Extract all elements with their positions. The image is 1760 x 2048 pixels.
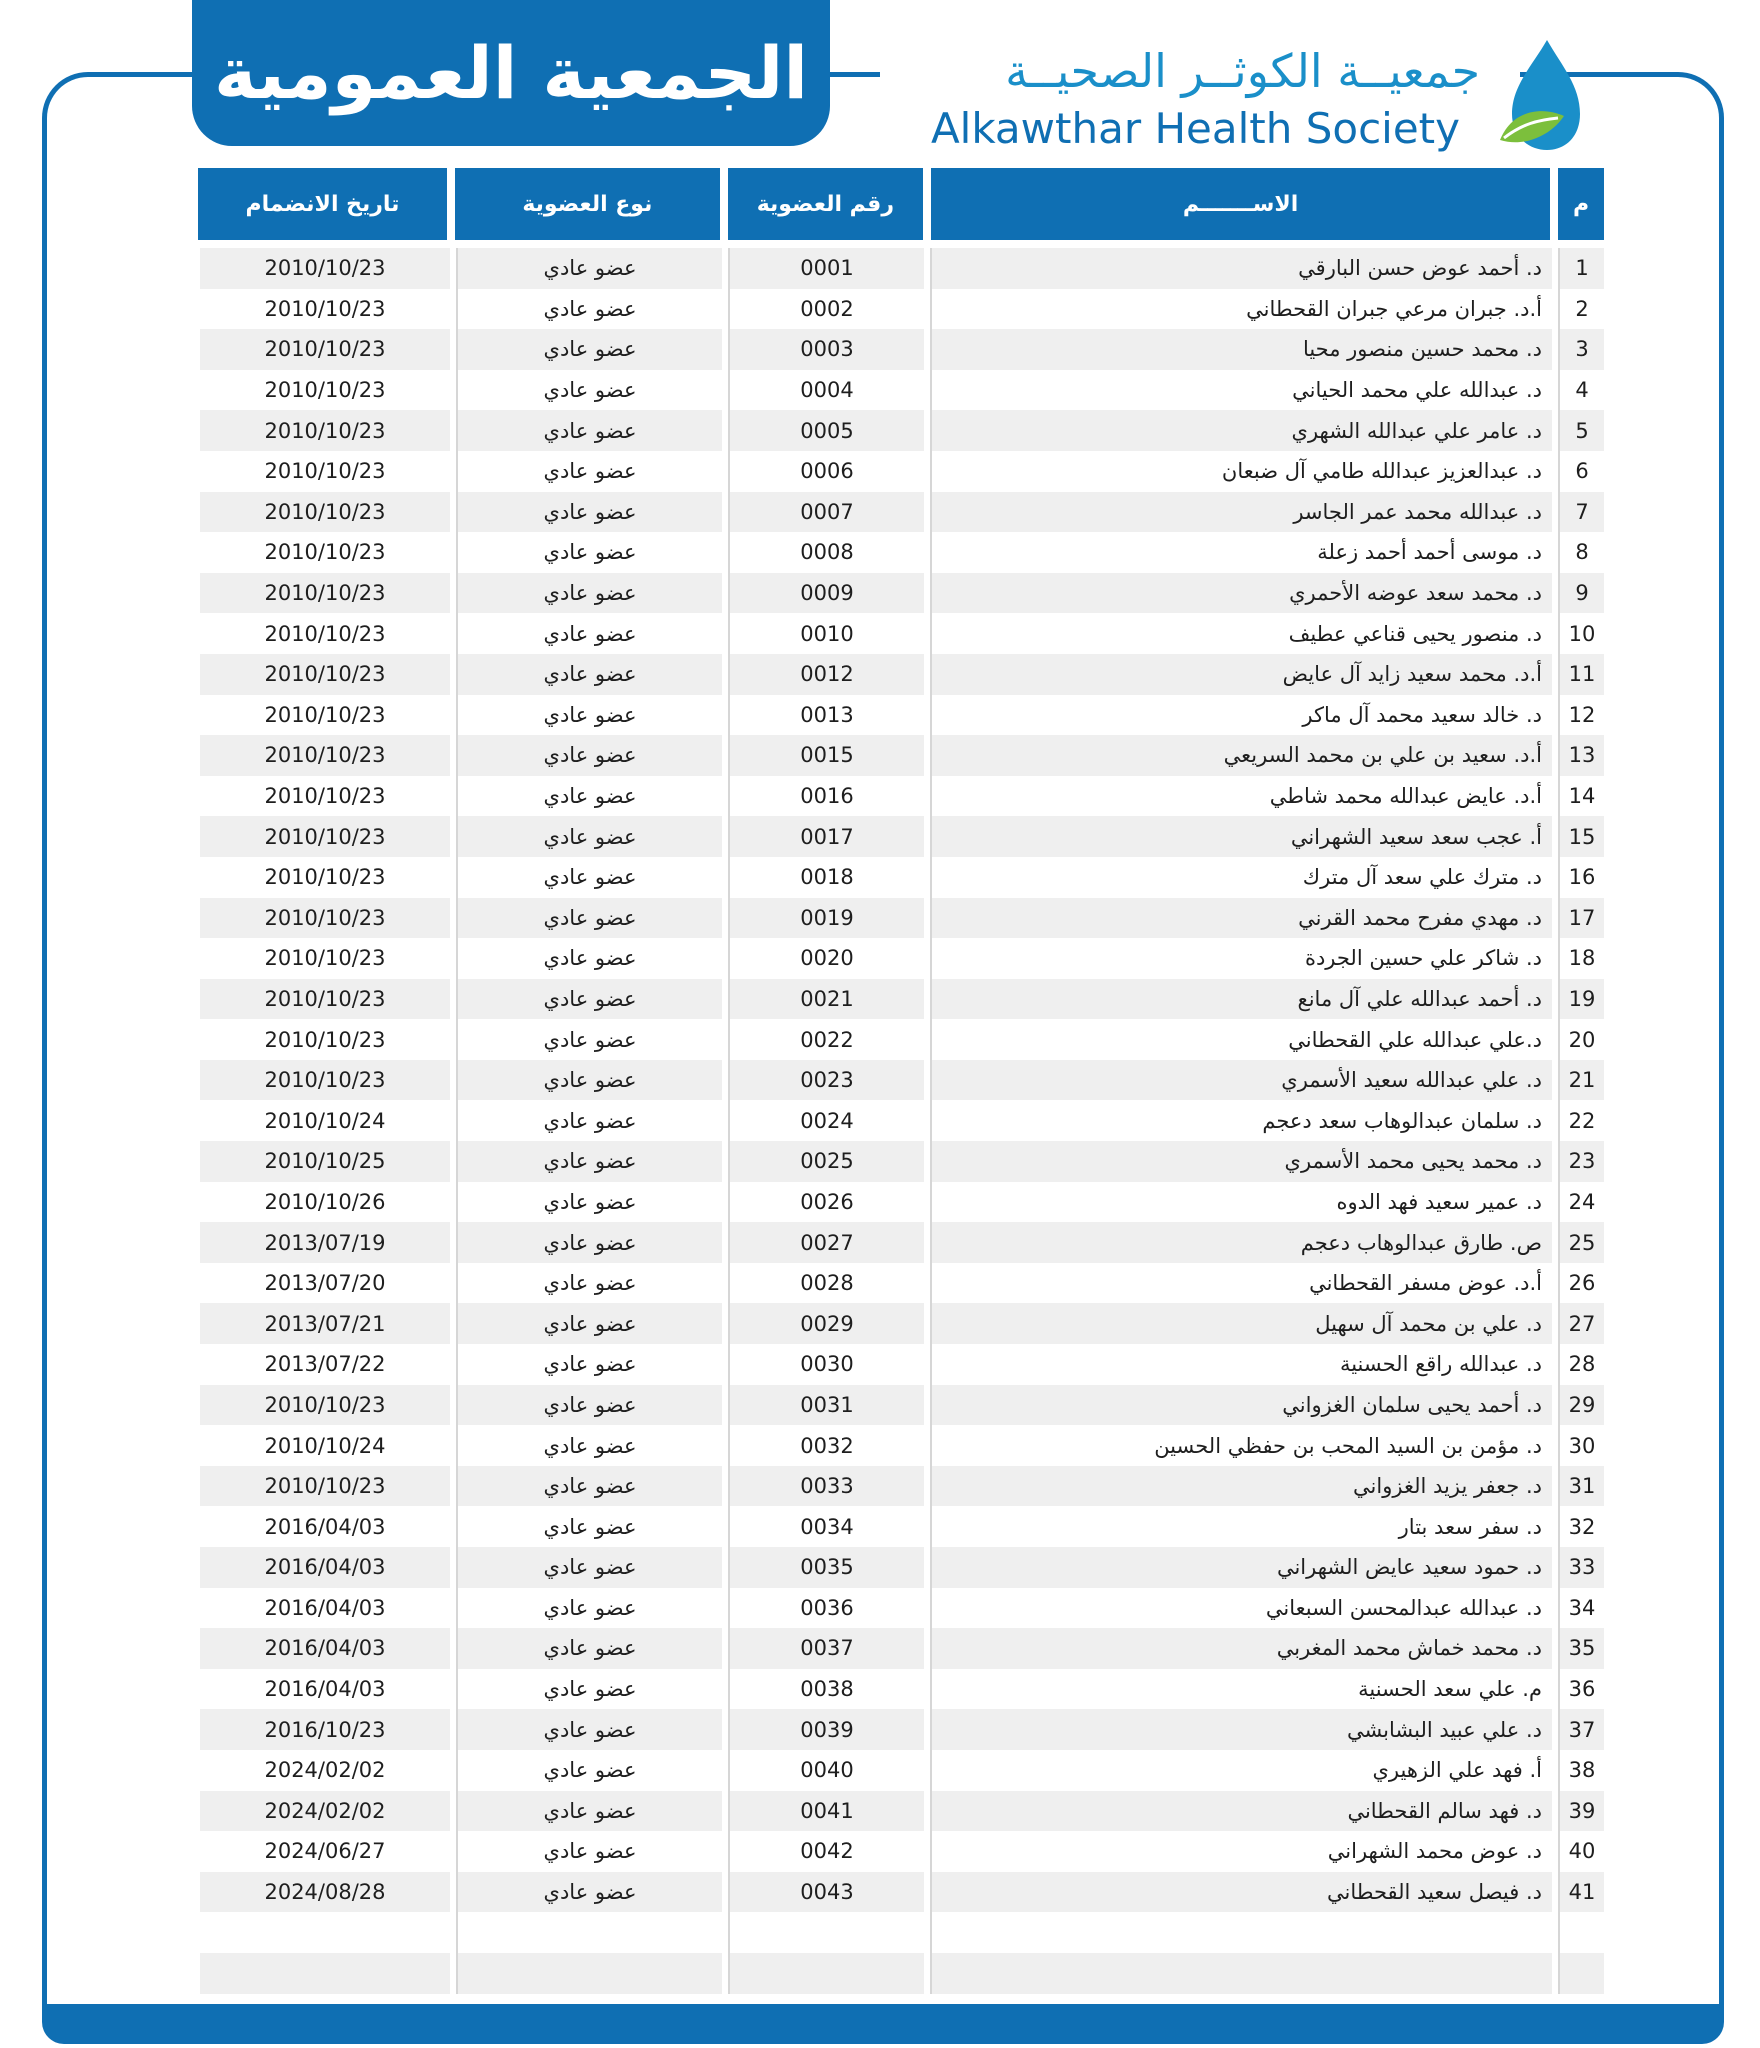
cell-join-date: 2010/10/23 [200,248,450,289]
cell-join-date: 2010/10/23 [200,573,450,614]
cell-name: د. عوض محمد الشهراني [930,1831,1552,1872]
cell-member-type: عضو عادي [456,1222,722,1263]
table-row [198,1791,1604,1832]
cell-num: 2 [1558,289,1604,330]
header-num: م [1558,168,1604,240]
cell-name: أ. عجب سعد سعيد الشهراني [930,816,1552,857]
header-member-id: رقم العضوية [728,168,923,240]
cell-join-date [200,1912,450,1953]
cell-member-type: عضو عادي [456,1506,722,1547]
cell-member-id: 0012 [728,654,924,695]
cell-member-type: عضو عادي [456,1019,722,1060]
table-row [198,410,1604,451]
cell-member-type: عضو عادي [456,492,722,533]
cell-member-type: عضو عادي [456,573,722,614]
cell-num: 40 [1558,1831,1604,1872]
cell-member-type: عضو عادي [456,1872,722,1913]
cell-member-type [456,1912,722,1953]
cell-member-type: عضو عادي [456,1791,722,1832]
cell-member-id: 0023 [728,1060,924,1101]
cell-member-id: 0025 [728,1141,924,1182]
table-row [198,1953,1604,1994]
cell-name: د. سفر سعد بتار [930,1506,1552,1547]
table-row [198,1588,1604,1629]
cell-member-id: 0030 [728,1344,924,1385]
table-row [198,1669,1604,1710]
cell-num: 19 [1558,979,1604,1020]
cell-num: 26 [1558,1263,1604,1304]
cell-join-date: 2010/10/23 [200,816,450,857]
cell-name: د. سلمان عبدالوهاب سعد دعجم [930,1100,1552,1141]
cell-num: 39 [1558,1791,1604,1832]
cell-member-type: عضو عادي [456,1669,722,1710]
cell-member-id: 0027 [728,1222,924,1263]
cell-member-type: عضو عادي [456,1466,722,1507]
cell-num [1558,1912,1604,1953]
cell-member-type: عضو عادي [456,1344,722,1385]
table-row [198,1466,1604,1507]
cell-num: 31 [1558,1466,1604,1507]
cell-num: 22 [1558,1100,1604,1141]
cell-num: 5 [1558,410,1604,451]
table-row [198,492,1604,533]
cell-name: د. أحمد عوض حسن البارقي [930,248,1552,289]
org-name-english: Alkawthar Health Society [930,104,1460,153]
cell-name: د. فهد سالم القحطاني [930,1791,1552,1832]
cell-member-id: 0021 [728,979,924,1020]
cell-join-date: 2010/10/23 [200,857,450,898]
cell-member-id: 0004 [728,370,924,411]
cell-num: 7 [1558,492,1604,533]
cell-join-date: 2013/07/22 [200,1344,450,1385]
table-row [198,654,1604,695]
cell-num: 20 [1558,1019,1604,1060]
cell-join-date: 2010/10/26 [200,1182,450,1223]
cell-join-date: 2016/10/23 [200,1709,450,1750]
cell-member-type [456,1953,722,1994]
cell-num: 4 [1558,370,1604,411]
cell-join-date: 2010/10/23 [200,979,450,1020]
table-row [198,573,1604,614]
cell-member-id: 0036 [728,1588,924,1629]
cell-name: أ.د. عوض مسفر القحطاني [930,1263,1552,1304]
cell-member-type: عضو عادي [456,1060,722,1101]
cell-join-date: 2010/10/24 [200,1100,450,1141]
cell-member-type: عضو عادي [456,695,722,736]
cell-join-date: 2010/10/23 [200,451,450,492]
cell-join-date: 2024/02/02 [200,1750,450,1791]
cell-name: د. عبدالعزيز عبدالله طامي آل ضبعان [930,451,1552,492]
cell-member-type: عضو عادي [456,1425,722,1466]
cell-member-type: عضو عادي [456,1303,722,1344]
table-row [198,979,1604,1020]
cell-join-date: 2010/10/23 [200,492,450,533]
cell-member-type: عضو عادي [456,532,722,573]
cell-member-type: عضو عادي [456,1385,722,1426]
cell-num: 6 [1558,451,1604,492]
cell-member-id: 0019 [728,898,924,939]
table-row [198,857,1604,898]
cell-member-id: 0013 [728,695,924,736]
cell-name: ص. طارق عبدالوهاب دعجم [930,1222,1552,1263]
cell-member-id: 0003 [728,329,924,370]
cell-name: د. عمير سعيد فهد الدوه [930,1182,1552,1223]
cell-member-id: 0043 [728,1872,924,1913]
cell-member-id [728,1953,924,1994]
water-drop-leaf-icon [1492,36,1582,156]
cell-join-date: 2010/10/25 [200,1141,450,1182]
cell-name: د. موسى أحمد أحمد زعلة [930,532,1552,573]
table-row [198,1100,1604,1141]
cell-join-date: 2010/10/23 [200,654,450,695]
cell-member-id: 0039 [728,1709,924,1750]
cell-num: 27 [1558,1303,1604,1344]
cell-member-id: 0018 [728,857,924,898]
cell-join-date: 2010/10/23 [200,329,450,370]
cell-name: د. محمد خماش محمد المغربي [930,1628,1552,1669]
cell-member-id: 0016 [728,776,924,817]
table-row [198,1060,1604,1101]
cell-member-type: عضو عادي [456,1100,722,1141]
cell-num: 3 [1558,329,1604,370]
cell-member-type: عضو عادي [456,410,722,451]
cell-num: 21 [1558,1060,1604,1101]
cell-member-id: 0005 [728,410,924,451]
cell-member-type: عضو عادي [456,1141,722,1182]
cell-name: د.علي عبدالله علي القحطاني [930,1019,1552,1060]
table-row [198,1141,1604,1182]
table-row [198,1385,1604,1426]
cell-member-id: 0029 [728,1303,924,1344]
cell-member-id: 0024 [728,1100,924,1141]
cell-name: د. خالد سعيد محمد آل ماكر [930,695,1552,736]
cell-name: د. مهدي مفرح محمد القرني [930,898,1552,939]
cell-num: 28 [1558,1344,1604,1385]
cell-member-type: عضو عادي [456,248,722,289]
cell-member-id: 0033 [728,1466,924,1507]
cell-member-type: عضو عادي [456,898,722,939]
cell-member-id: 0020 [728,938,924,979]
table-row [198,938,1604,979]
cell-name [930,1912,1552,1953]
cell-member-id: 0017 [728,816,924,857]
cell-num: 14 [1558,776,1604,817]
cell-join-date: 2010/10/23 [200,410,450,451]
cell-name: د. منصور يحيى قناعي عطيف [930,613,1552,654]
cell-num: 32 [1558,1506,1604,1547]
cell-member-id: 0028 [728,1263,924,1304]
page-title: الجمعية العمومية [213,31,809,115]
cell-num [1558,1953,1604,1994]
cell-member-type: عضو عادي [456,451,722,492]
cell-name: د. أحمد يحيى سلمان الغزواني [930,1385,1552,1426]
cell-member-type: عضو عادي [456,289,722,330]
cell-member-id: 0010 [728,613,924,654]
cell-join-date: 2010/10/23 [200,1466,450,1507]
cell-member-id: 0009 [728,573,924,614]
cell-name: د. مؤمن بن السيد المحب بن حفظي الحسين [930,1425,1552,1466]
table-row [198,289,1604,330]
cell-num: 8 [1558,532,1604,573]
cell-member-id: 0032 [728,1425,924,1466]
cell-name: د. عبدالله محمد عمر الجاسر [930,492,1552,533]
table-row [198,329,1604,370]
cell-member-type: عضو عادي [456,776,722,817]
cell-member-type: عضو عادي [456,613,722,654]
cell-member-id [728,1912,924,1953]
cell-member-type: عضو عادي [456,1263,722,1304]
cell-join-date: 2016/04/03 [200,1628,450,1669]
cell-name: د. محمد حسين منصور محيا [930,329,1552,370]
cell-join-date: 2010/10/23 [200,1385,450,1426]
table-row [198,1425,1604,1466]
title-banner [192,0,830,146]
cell-name: د. عامر علي عبدالله الشهري [930,410,1552,451]
cell-name: د. حمود سعيد عايض الشهراني [930,1547,1552,1588]
cell-num: 36 [1558,1669,1604,1710]
cell-member-type: عضو عادي [456,1628,722,1669]
members-table [198,168,1604,1994]
cell-member-type: عضو عادي [456,1182,722,1223]
table-row [198,1831,1604,1872]
cell-member-type: عضو عادي [456,1750,722,1791]
cell-member-type: عضو عادي [456,857,722,898]
table-row [198,370,1604,411]
cell-member-id: 0034 [728,1506,924,1547]
cell-member-type: عضو عادي [456,1588,722,1629]
cell-join-date: 2016/04/03 [200,1669,450,1710]
cell-num: 16 [1558,857,1604,898]
table-body [198,248,1604,1994]
cell-name: م. علي سعد الحسنية [930,1669,1552,1710]
table-row [198,735,1604,776]
cell-member-type: عضو عادي [456,654,722,695]
cell-join-date: 2016/04/03 [200,1547,450,1588]
cell-num: 37 [1558,1709,1604,1750]
cell-join-date: 2024/08/28 [200,1872,450,1913]
cell-member-type: عضو عادي [456,370,722,411]
table-row [198,1019,1604,1060]
cell-member-id: 0041 [728,1791,924,1832]
table-row [198,1344,1604,1385]
cell-member-id: 0001 [728,248,924,289]
cell-num: 34 [1558,1588,1604,1629]
cell-join-date: 2010/10/23 [200,613,450,654]
cell-member-type: عضو عادي [456,1831,722,1872]
table-row [198,1303,1604,1344]
cell-num: 25 [1558,1222,1604,1263]
cell-join-date: 2010/10/23 [200,938,450,979]
cell-name: د. أحمد عبدالله علي آل مانع [930,979,1552,1020]
table-row [198,1506,1604,1547]
cell-name: أ.د. محمد سعيد زايد آل عايض [930,654,1552,695]
table-row [198,532,1604,573]
cell-name: أ. فهد علي الزهيري [930,1750,1552,1791]
cell-member-type: عضو عادي [456,938,722,979]
table-row [198,816,1604,857]
cell-num: 23 [1558,1141,1604,1182]
table-row [198,1872,1604,1913]
cell-member-id: 0035 [728,1547,924,1588]
cell-name: د. محمد يحيى محمد الأسمري [930,1141,1552,1182]
cell-join-date: 2016/04/03 [200,1588,450,1629]
cell-name: د. مترك علي سعد آل مترك [930,857,1552,898]
cell-num: 13 [1558,735,1604,776]
cell-num: 12 [1558,695,1604,736]
cell-name: د. عبدالله راقع الحسنية [930,1344,1552,1385]
cell-member-id: 0026 [728,1182,924,1223]
cell-member-id: 0022 [728,1019,924,1060]
org-name-arabic: جمعيــة الكوثــر الصحيــة [1005,44,1480,98]
cell-num: 29 [1558,1385,1604,1426]
cell-member-id: 0031 [728,1385,924,1426]
cell-name: د. عبدالله علي محمد الحياني [930,370,1552,411]
cell-member-type: عضو عادي [456,979,722,1020]
cell-join-date: 2016/04/03 [200,1506,450,1547]
cell-num: 11 [1558,654,1604,695]
header-name: الاســـــــم [931,168,1550,240]
cell-name [930,1953,1552,1994]
cell-name: أ.د. جبران مرعي جبران القحطاني [930,289,1552,330]
cell-join-date: 2013/07/21 [200,1303,450,1344]
cell-join-date: 2010/10/23 [200,1060,450,1101]
cell-member-id: 0008 [728,532,924,573]
table-row [198,1709,1604,1750]
cell-member-type: عضو عادي [456,1547,722,1588]
cell-num: 38 [1558,1750,1604,1791]
cell-join-date: 2010/10/23 [200,735,450,776]
cell-num: 17 [1558,898,1604,939]
cell-join-date: 2010/10/23 [200,370,450,411]
cell-num: 15 [1558,816,1604,857]
cell-name: د. عبدالله عبدالمحسن السبعاني [930,1588,1552,1629]
header-member-type: نوع العضوية [455,168,720,240]
cell-member-id: 0040 [728,1750,924,1791]
cell-member-id: 0002 [728,289,924,330]
table-row [198,613,1604,654]
table-row [198,776,1604,817]
cell-num: 1 [1558,248,1604,289]
cell-name: أ.د. عايض عبدالله محمد شاطي [930,776,1552,817]
cell-member-id: 0007 [728,492,924,533]
cell-name: د. علي بن محمد آل سهيل [930,1303,1552,1344]
cell-num: 41 [1558,1872,1604,1913]
cell-member-id: 0006 [728,451,924,492]
cell-member-type: عضو عادي [456,1709,722,1750]
cell-join-date: 2010/10/23 [200,532,450,573]
cell-member-type: عضو عادي [456,816,722,857]
cell-member-id: 0042 [728,1831,924,1872]
cell-member-type: عضو عادي [456,329,722,370]
cell-join-date: 2024/02/02 [200,1791,450,1832]
cell-join-date: 2024/06/27 [200,1831,450,1872]
cell-join-date: 2010/10/23 [200,776,450,817]
cell-join-date: 2013/07/19 [200,1222,450,1263]
cell-num: 30 [1558,1425,1604,1466]
cell-num: 10 [1558,613,1604,654]
cell-join-date: 2010/10/23 [200,1019,450,1060]
cell-member-id: 0037 [728,1628,924,1669]
cell-num: 9 [1558,573,1604,614]
cell-name: د. علي عبدالله سعيد الأسمري [930,1060,1552,1101]
cell-join-date: 2010/10/24 [200,1425,450,1466]
cell-join-date [200,1953,450,1994]
cell-num: 33 [1558,1547,1604,1588]
cell-join-date: 2010/10/23 [200,289,450,330]
table-row [198,1182,1604,1223]
cell-name: د. فيصل سعيد القحطاني [930,1872,1552,1913]
footer-bar [42,2004,1724,2044]
cell-name: د. علي عبيد البشابشي [930,1709,1552,1750]
cell-join-date: 2010/10/23 [200,695,450,736]
header-join-date: تاريخ الانضمام [198,168,447,240]
cell-member-id: 0015 [728,735,924,776]
cell-member-id: 0038 [728,1669,924,1710]
table-row [198,898,1604,939]
cell-num: 35 [1558,1628,1604,1669]
table-row [198,1750,1604,1791]
table-row [198,248,1604,289]
table-header [198,168,1604,240]
table-row [198,1628,1604,1669]
cell-join-date: 2013/07/20 [200,1263,450,1304]
cell-name: أ.د. سعيد بن علي بن محمد السريعي [930,735,1552,776]
cell-num: 24 [1558,1182,1604,1223]
cell-name: د. محمد سعد عوضه الأحمري [930,573,1552,614]
cell-member-type: عضو عادي [456,735,722,776]
table-row [198,1912,1604,1953]
table-row [198,451,1604,492]
cell-num: 18 [1558,938,1604,979]
table-row [198,1263,1604,1304]
cell-name: د. شاكر علي حسين الجردة [930,938,1552,979]
table-row [198,1222,1604,1263]
cell-name: د. جعفر يزيد الغزواني [930,1466,1552,1507]
table-row [198,1547,1604,1588]
table-row [198,695,1604,736]
cell-join-date: 2010/10/23 [200,898,450,939]
